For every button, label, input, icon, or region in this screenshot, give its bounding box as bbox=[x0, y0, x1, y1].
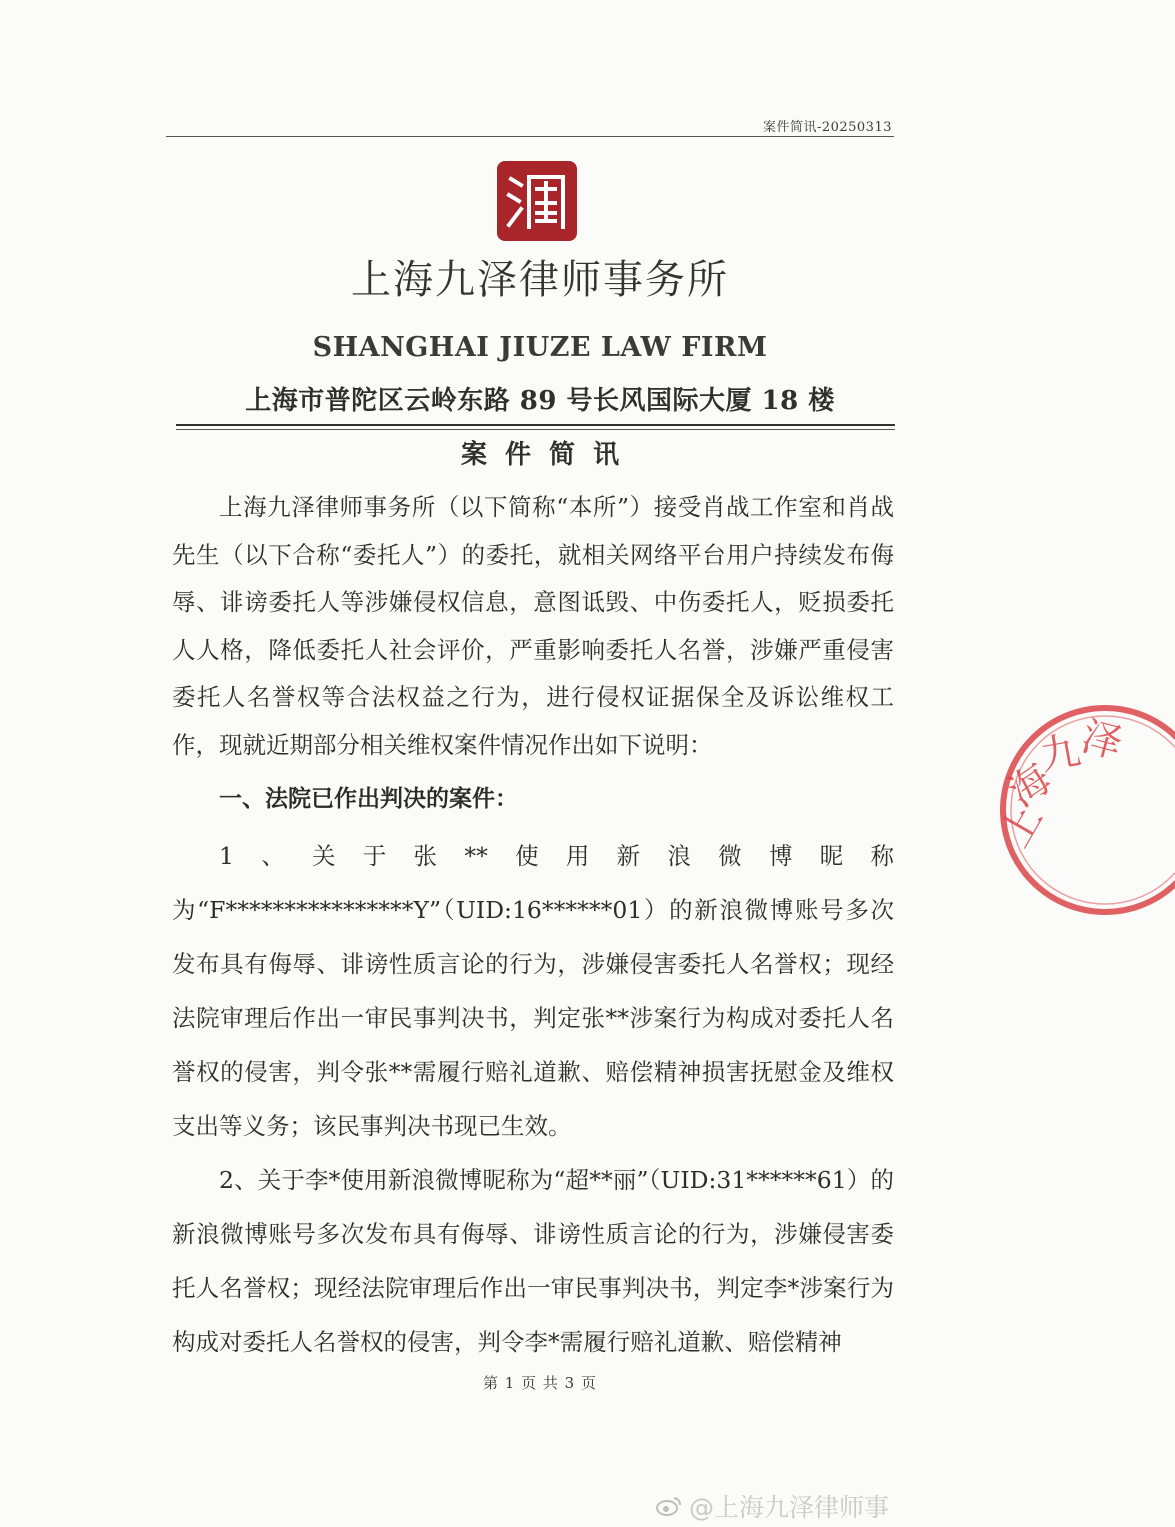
firm-address: 上海市普陀区云岭东路 89 号长风国际大厦 18 楼 bbox=[245, 386, 835, 416]
firm-logo-icon bbox=[497, 161, 577, 241]
intro-paragraph: 上海九泽律师事务所（以下简称“本所”）接受肖战工作室和肖战先生（以下合称“委托人”）的委托，就相关网络平台用户持续发布侮辱、诽谤委托人等涉嫌侵权信息，意图诋毁、中伤委托人，贬损委托人人格，降低委托人社会评价，严重影响委托人名誉，涉嫌严重侵害委托人名誉权等合法权益之行为，进行侵权证据保全及诉讼维权工作，现就近期部分相关维权案件情况作出如下说明： bbox=[172, 493, 894, 759]
top-divider bbox=[166, 136, 894, 137]
seal-stamp-icon bbox=[991, 700, 1175, 920]
svg-text:海: 海 bbox=[1000, 755, 1060, 817]
svg-text:上: 上 bbox=[991, 797, 1052, 855]
firm-name-english: SHANGHAI JIUZE LAW FIRM bbox=[312, 332, 768, 363]
weibo-icon bbox=[655, 1494, 683, 1518]
watermark-text: @上海九泽律师事 bbox=[689, 1493, 890, 1522]
weibo-watermark bbox=[655, 1489, 889, 1523]
svg-text:九: 九 bbox=[1036, 727, 1085, 780]
case-2-paragraph: 2、关于李*使用新浪微博昵称为“超**丽”（UID:31******61）的新浪微博账号多次发布具有侮辱、诽谤性质言论的行为，涉嫌侵害委托人名誉权；现经法院审理后作出一审民事判决书，判定李*涉案行为构成对委托人名誉权的侵害，判令李*需履行赔礼道歉、赔偿精神 bbox=[172, 1166, 894, 1356]
section-heading: 一、法院已作出判决的案件： bbox=[219, 785, 518, 812]
header-divider-thin bbox=[176, 429, 895, 430]
case-1-paragraph: 1、关于张**使用新浪微博昵称为“F****************Y”（UID:16******01）的新浪微博账号多次发布具有侮辱、诽谤性质言论的行为，涉嫌侵害委托人名誉权；现经法院审理后作出一审民事判决书，判定张**涉案行为构成对委托人名誉权的侵害，判令张**需履行赔礼道歉、赔偿精神损害抚慰金及维权支出等义务；该民事判决书现已生效。 bbox=[172, 842, 894, 1140]
document-code: 案件简讯-20250313 bbox=[762, 120, 892, 135]
firm-name-chinese: 上海九泽律师事务所 bbox=[351, 257, 729, 303]
company-seal bbox=[991, 700, 1175, 920]
firm-logo bbox=[497, 161, 577, 241]
document-title: 案件简讯 bbox=[460, 440, 637, 470]
header-divider bbox=[176, 424, 895, 426]
page-number: 第 1 页 共 3 页 bbox=[483, 1374, 597, 1392]
svg-text:泽: 泽 bbox=[1076, 713, 1127, 769]
